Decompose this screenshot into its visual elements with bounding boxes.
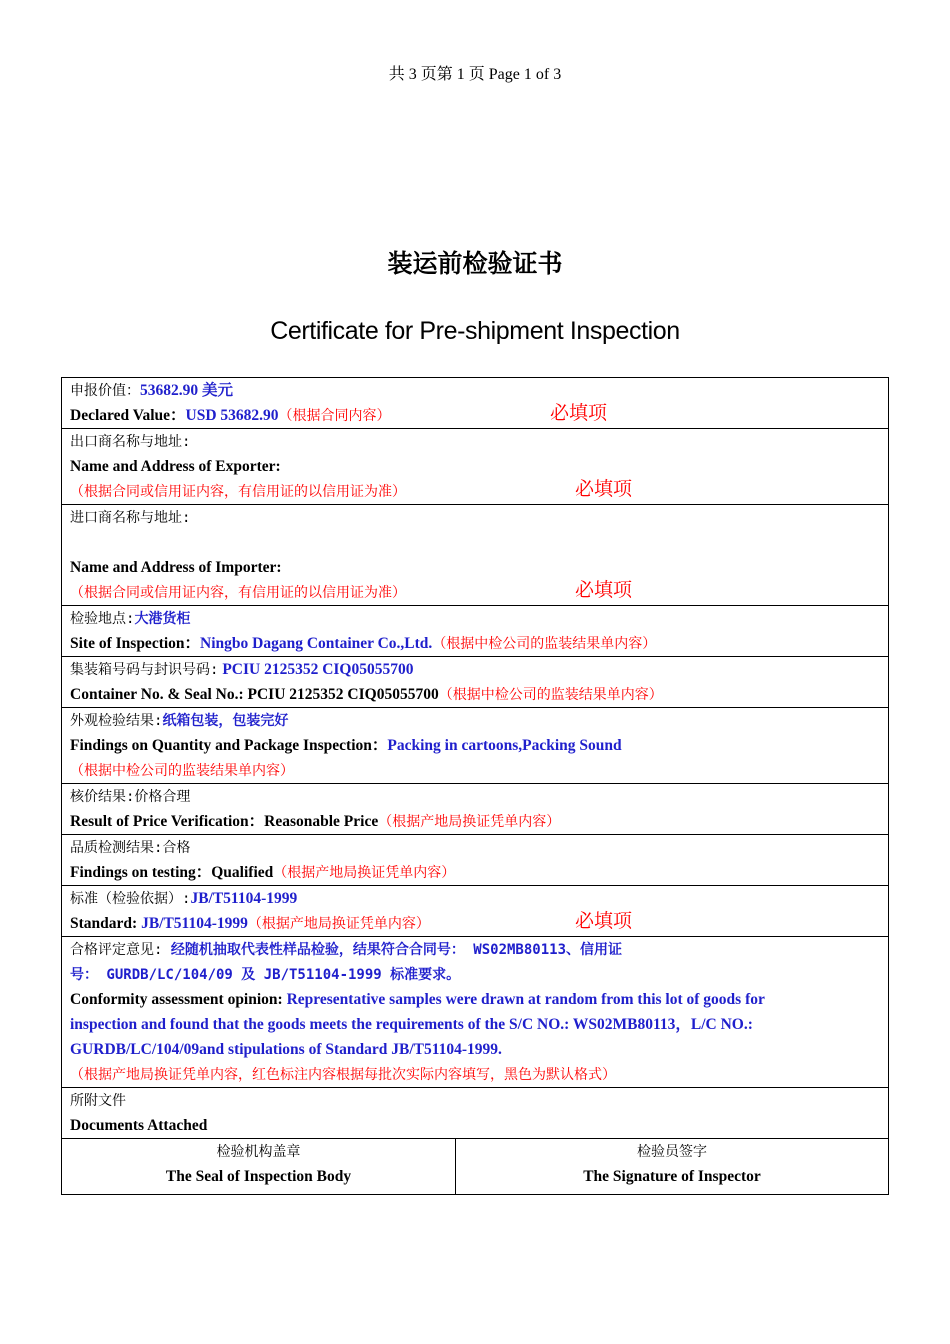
- site-note: （根据中检公司的监装结果单内容）: [432, 636, 657, 652]
- conformity-label-cn: 合格评定意见:: [70, 942, 163, 958]
- exporter-note: （根据合同或信用证内容，有信用证的以信用证为准）: [70, 484, 406, 500]
- seal-cell: [62, 1139, 456, 1195]
- container-row: [62, 657, 889, 708]
- mandatory-mark: 必填项: [550, 402, 608, 424]
- site-label-cn: 检验地点:: [70, 611, 135, 627]
- documents-label-cn: 所附文件: [70, 1093, 126, 1109]
- signature-label-en: The Signature of Inspector: [583, 1168, 761, 1185]
- mandatory-mark: 必填项: [575, 478, 633, 500]
- declared-value-cn: 53682.90 美元: [140, 382, 234, 399]
- findings-label-en: Findings on Quantity and Package Inspection：: [70, 737, 388, 754]
- importer-row: [62, 505, 889, 606]
- testing-note: （根据产地局换证凭单内容）: [273, 865, 456, 881]
- conformity-note: （根据产地局换证凭单内容，红色标注内容根据每批次实际内容填写，黑色为默认格式）: [70, 1067, 616, 1083]
- importer-label-cn: 进口商名称与地址:: [70, 510, 191, 526]
- declared-label-cn: 申报价值：: [70, 383, 140, 399]
- exporter-label-cn: 出口商名称与地址:: [70, 434, 191, 450]
- documents-label-en: Documents Attached: [70, 1117, 208, 1134]
- container-label-en: Container No. & Seal No.: PCIU 2125352 CIQ05055700: [70, 686, 439, 703]
- declared-value-row: [62, 378, 889, 429]
- findings-value-cn: 纸箱包装，包装完好: [162, 713, 289, 729]
- exporter-row: [62, 429, 889, 505]
- container-note: （根据中检公司的监装结果单内容）: [438, 687, 663, 703]
- conformity-value-cn-2: 号： GURDB/LC/104/09 及 JB/T51104-1999 标准要求。: [70, 967, 461, 983]
- mandatory-mark: 必填项: [575, 579, 633, 601]
- declared-value-en: USD 53682.90: [185, 407, 279, 424]
- mandatory-mark: 必填项: [575, 910, 633, 932]
- importer-note: （根据合同或信用证内容，有信用证的以信用证为准）: [70, 585, 406, 601]
- conformity-value-en-3: GURDB/LC/104/09and stipulations of Standard JB/T51104-1999.: [70, 1041, 502, 1058]
- site-value-cn: 大港货柜: [134, 611, 191, 627]
- standard-label-en: Standard:: [70, 915, 142, 932]
- site-row: [62, 606, 889, 657]
- price-label-en: Result of Price Verification：Reasonable Price: [70, 813, 379, 830]
- seal-label-en: The Seal of Inspection Body: [165, 1168, 352, 1185]
- standard-value-cn: JB/T51104-1999: [190, 890, 298, 907]
- findings-value-en: Packing in cartoons,Packing Sound: [387, 737, 622, 754]
- signature-label-cn: 检验员签字: [637, 1144, 707, 1160]
- testing-label-en: Findings on testing：Qualified: [70, 864, 274, 881]
- price-label-cn: 核价结果:价格合理: [70, 789, 191, 805]
- conformity-row: [62, 937, 889, 1088]
- standard-label-cn: 标准（检验依据）:: [70, 891, 191, 907]
- testing-label-cn: 品质检测结果:合格: [70, 840, 191, 856]
- conformity-value-en-1: Representative samples were drawn at random from this lot of goods for: [286, 991, 765, 1008]
- site-value-en: Ningbo Dagang Container Co.,Ltd.: [200, 635, 433, 652]
- container-label-cn: 集装箱号码与封识号码:: [70, 662, 219, 678]
- container-value-cn: PCIU 2125352 CIQ05055700: [222, 661, 414, 678]
- declared-label-en: Declared Value：: [70, 407, 186, 424]
- seal-signature-row: [62, 1139, 889, 1195]
- standard-note: （根据产地局换证凭单内容）: [247, 916, 430, 932]
- findings-note: （根据中检公司的监装结果单内容）: [70, 763, 294, 779]
- title-english: Certificate for Pre-shipment Inspection: [270, 317, 680, 345]
- importer-label-en: Name and Address of Importer:: [70, 559, 282, 576]
- page-indicator: 共 3 页第 1 页 Page 1 of 3: [388, 66, 562, 83]
- declared-note: （根据合同内容）: [278, 408, 391, 424]
- site-label-en: Site of Inspection：: [70, 635, 201, 652]
- seal-label-cn: 检验机构盖章: [216, 1144, 301, 1160]
- conformity-value-cn-1: 经随机抽取代表性样品检验，结果符合合同号： WS02MB80113、信用证: [162, 942, 623, 958]
- title-chinese: 装运前检验证书: [387, 249, 563, 278]
- findings-label-cn: 外观检验结果:: [70, 713, 163, 729]
- price-row: [62, 784, 889, 835]
- standard-row: [62, 886, 889, 937]
- price-note: （根据产地局换证凭单内容）: [378, 814, 561, 830]
- documents-row: [62, 1088, 889, 1139]
- conformity-value-en-2: inspection and found that the goods meets the requirements of the S/C NO.: WS02MB80113，L/C NO.:: [70, 1016, 753, 1033]
- exporter-label-en: Name and Address of Exporter:: [70, 458, 281, 475]
- standard-value-en: JB/T51104-1999: [141, 915, 248, 932]
- testing-row: [62, 835, 889, 886]
- signature-cell: [456, 1139, 889, 1195]
- findings-package-row: [62, 708, 889, 784]
- certificate-table: [61, 377, 889, 1195]
- conformity-label-en: Conformity assessment opinion:: [70, 991, 287, 1008]
